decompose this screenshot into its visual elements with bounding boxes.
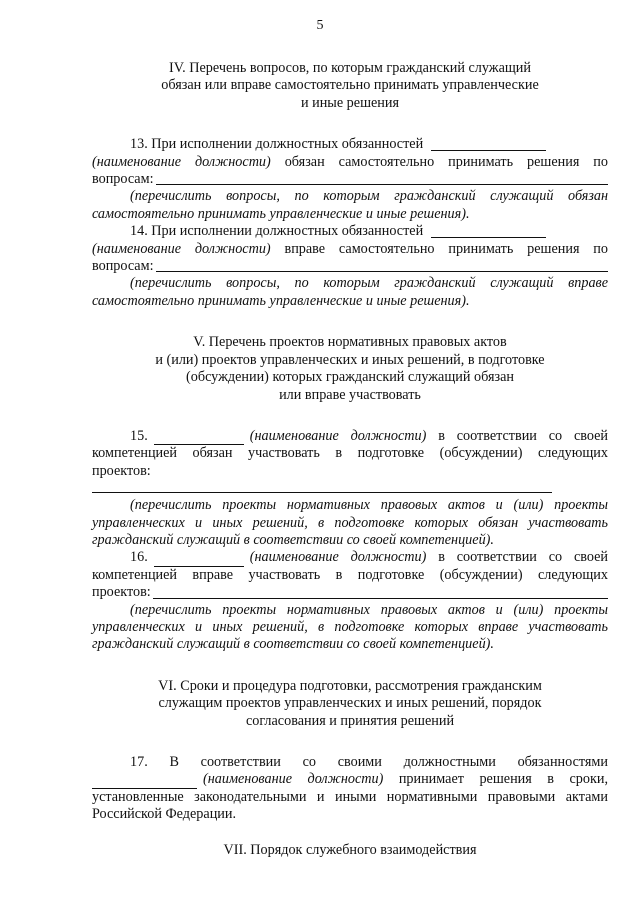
paragraph-15-note-line-3: гражданский служащий в соответствии со своей компетенцией).	[92, 531, 494, 548]
paragraph-13-line-2: (наименование должности) обязан самостоятельно принимать решения по	[92, 153, 608, 170]
blank-line	[154, 554, 244, 567]
paragraph-17-line-3: установленные законодательными и иными нормативными правовыми актами	[92, 788, 608, 805]
paragraph-15-line-3: проектов:	[92, 462, 151, 479]
section-5-title-line: V. Перечень проектов нормативных правовых актов	[193, 334, 507, 351]
blank-line	[431, 138, 546, 151]
paragraph-17-line-1: 17. В соответствии со своими должностными обязанностями	[130, 754, 608, 770]
section-5-title-line: или вправе участвовать	[279, 386, 421, 403]
paragraph-17-line-4: Российской Федерации.	[92, 806, 237, 823]
section-5-title-line: и (или) проектов управленческих и иных решений, в подготовке	[155, 351, 545, 368]
paragraph-14-line-1: 14. При исполнении должностных обязанностей	[92, 223, 608, 240]
paragraph-15-note-line-1: (перечислить проекты нормативных правовых актов и (или) проекты	[130, 497, 608, 514]
section-4-title	[92, 60, 608, 112]
paragraph-13-line-3: вопросам:	[92, 171, 608, 188]
paragraph-13-note-line-2: самостоятельно принимать управленческие и иные решения).	[92, 205, 470, 222]
paragraph-13-note-line-1: (перечислить вопросы, по которым гражданский служащий обязан	[130, 188, 608, 205]
page-content	[92, 60, 608, 859]
section-5-title-line: (обсуждении) которых гражданский служащий обязан	[186, 369, 514, 386]
paragraph-14-line-2: (наименование должности) вправе самостоятельно принимать решения по	[92, 240, 608, 257]
paragraph-14-note-line-1: (перечислить вопросы, по которым гражданский служащий вправе	[130, 275, 608, 292]
paragraph-16-note-line-3: гражданский служащий в соответствии со своей компетенцией).	[92, 636, 494, 653]
paragraph-14-line-3: вопросам:	[92, 258, 608, 275]
section-5-title	[92, 334, 608, 404]
section-6-title	[92, 678, 608, 730]
blank-line	[156, 259, 608, 272]
paragraph-15-line-1: 15. (наименование должности) в соответствии со своей	[130, 427, 608, 444]
section-6-title-line: служащим проектов управленческих и иных решений, порядок	[158, 695, 542, 712]
paragraph-17-line-2: (наименование должности) принимает решения в сроки,	[92, 771, 608, 788]
paragraph-14-note-line-2: самостоятельно принимать управленческие и иные решения).	[92, 292, 470, 309]
section-4-title-line: обязан или вправе самостоятельно принимать управленческие	[161, 77, 539, 94]
blank-line	[92, 776, 197, 789]
section-4-title-line: IV. Перечень вопросов, по которым гражданский служащий	[169, 60, 531, 76]
paragraph-16-line-3: проектов:	[92, 584, 608, 601]
paragraph-16-note-line-2: управленческих и иных решений, в подготовке которых вправе участвовать	[92, 618, 608, 635]
paragraph-13-line-1: 13. При исполнении должностных обязанностей	[92, 136, 608, 153]
paragraph-16-note-line-1: (перечислить проекты нормативных правовых актов и (или) проекты	[130, 601, 608, 618]
blank-line	[156, 172, 608, 185]
paragraph-16-line-1: 16. (наименование должности) в соответствии со своей	[130, 549, 608, 566]
page-number: 5	[316, 18, 324, 33]
blank-line	[154, 432, 244, 445]
blank-line	[153, 586, 608, 599]
paragraph-15-blank-line	[92, 480, 608, 497]
section-7-title: VII. Порядок служебного взаимодействия	[223, 841, 477, 858]
blank-line	[431, 225, 546, 238]
paragraph-15-line-2: компетенцией обязан участвовать в подготовке (обсуждении) следующих	[92, 445, 608, 462]
paragraph-15-note-line-2: управленческих и иных решений, в подготовке которых обязан участвовать	[92, 514, 608, 531]
section-4-title-line: и иные решения	[300, 94, 400, 111]
section-6-title-line: согласования и принятия решений	[245, 712, 455, 729]
section-6-title-line: VI. Сроки и процедура подготовки, рассмотрения гражданским	[158, 677, 542, 694]
paragraph-16-line-2: компетенцией вправе участвовать в подготовке (обсуждении) следующих	[92, 566, 608, 583]
